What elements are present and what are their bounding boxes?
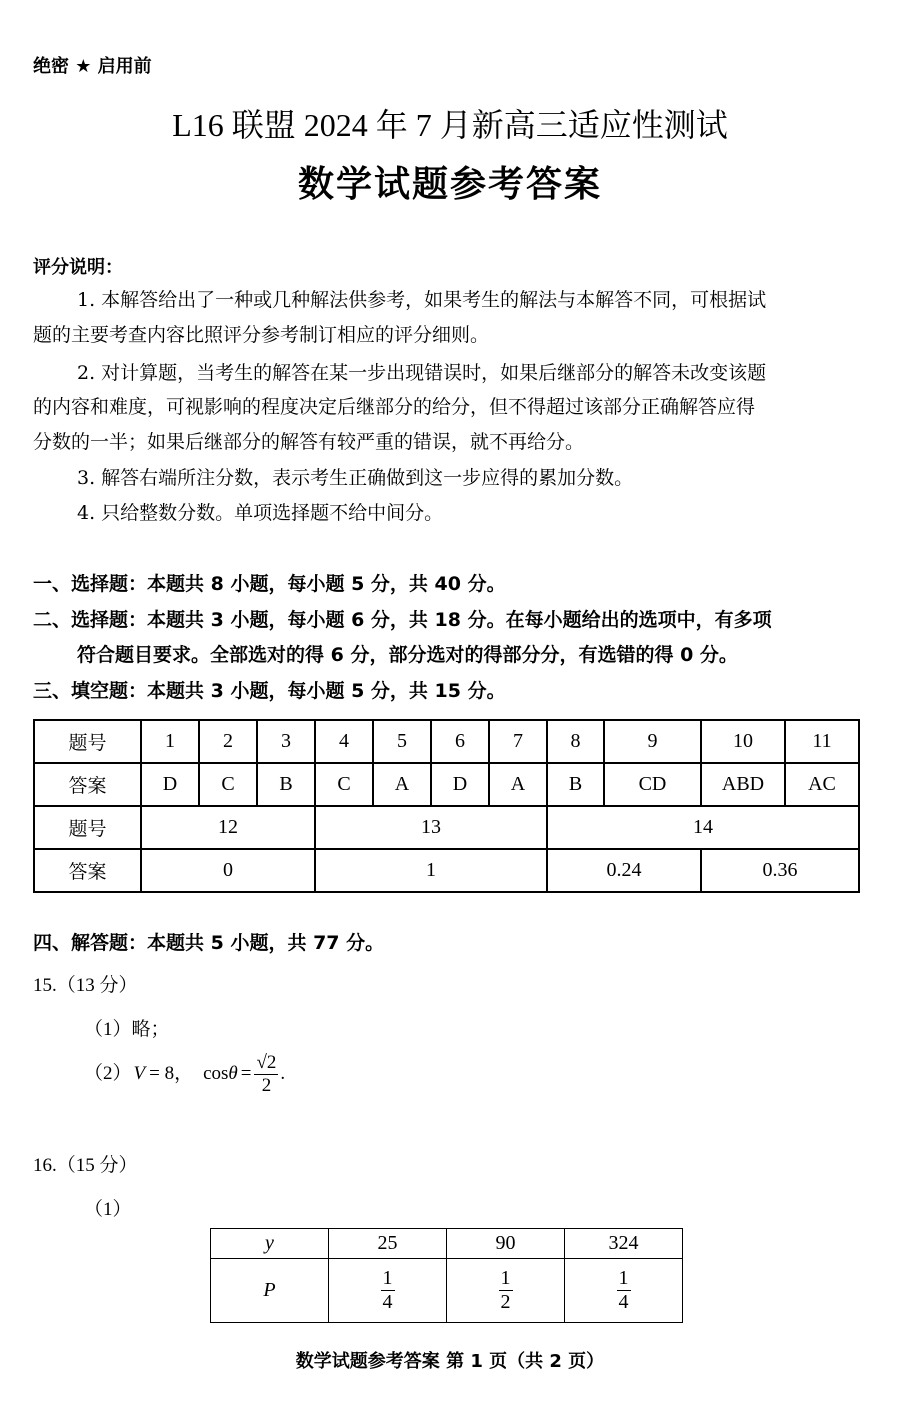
cos-value-fraction: [254, 1052, 278, 1097]
probability-fraction: [617, 1267, 631, 1314]
probability-fraction: [381, 1267, 395, 1314]
fraction-numerator: 1: [500, 1267, 511, 1289]
question-number: 3: [257, 720, 315, 763]
row-label-answer: 答案: [34, 849, 141, 892]
answer-cell: B: [547, 763, 604, 806]
question-number: 13: [315, 806, 547, 849]
scoring-heading: 评分说明：: [33, 257, 123, 278]
fraction-numerator: 1: [382, 1267, 393, 1289]
scoring-note-3: 3. 解答右端所注分数，表示考生正确做到这一步应得的累加分数。: [77, 467, 634, 489]
q15-part2: [84, 1044, 285, 1104]
question-number: 6: [431, 720, 489, 763]
answer-cell: ABD: [701, 763, 785, 806]
question-number: 14: [547, 806, 859, 849]
answer-cell: 0.24: [547, 849, 701, 892]
theta-symbol: θ: [228, 1062, 238, 1084]
question-number: 9: [604, 720, 701, 763]
question-number: 12: [141, 806, 315, 849]
volume-value: = 8，: [149, 1062, 194, 1084]
q15-part2-prefix: （2）: [84, 1062, 132, 1084]
section-1-heading: 一、选择题：本题共 8 小题，每小题 5 分，共 40 分。: [33, 573, 506, 595]
scoring-note-4: 4. 只给整数分数。单项选择题不给中间分。: [77, 502, 444, 524]
answer-cell: CD: [604, 763, 701, 806]
q16-title: 16.（15 分）: [33, 1155, 138, 1176]
probability-fraction: [499, 1267, 513, 1314]
document-title: 数学试题参考答案: [297, 164, 602, 205]
question-number: 8: [547, 720, 604, 763]
q15-title: 15.（13 分）: [33, 975, 138, 996]
table-row: [34, 806, 859, 849]
question-number: 7: [489, 720, 547, 763]
question-number: 10: [701, 720, 785, 763]
p-label: P: [211, 1259, 329, 1323]
secrecy-label: 绝密 ★ 启用前: [33, 56, 152, 77]
y-value: 324: [565, 1229, 683, 1259]
period: .: [280, 1062, 286, 1084]
question-number: 4: [315, 720, 373, 763]
fraction-denominator: 2: [500, 1291, 511, 1313]
fraction-denominator: 4: [618, 1291, 629, 1313]
scoring-note-2c: 分数的一半；如果后继部分的解答有较严重的错误，就不再给分。: [33, 431, 585, 453]
question-number: 5: [373, 720, 431, 763]
fraction-denominator: 2: [261, 1074, 272, 1096]
answer-cell: A: [489, 763, 547, 806]
volume-symbol: V: [133, 1062, 146, 1084]
answer-cell: C: [315, 763, 373, 806]
section-2-heading-cont: 符合题目要求。全部选对的得 6 分，部分选对的得部分分，有选错的得 0 分。: [77, 644, 738, 666]
y-label: y: [211, 1229, 329, 1259]
answer-cell: 0: [141, 849, 315, 892]
row-label-answer: 答案: [34, 763, 141, 806]
probability-cell: [565, 1259, 683, 1323]
exam-title: L16 联盟 2024 年 7 月新高三适应性测试: [172, 107, 728, 143]
table-row: [34, 720, 859, 763]
row-label-question: 题号: [34, 806, 141, 849]
section-4-heading: 四、解答题：本题共 5 小题，共 77 分。: [33, 932, 385, 954]
probability-cell: [329, 1259, 447, 1323]
answer-cell: 0.36: [701, 849, 859, 892]
probability-cell: [447, 1259, 565, 1323]
answer-cell: AC: [785, 763, 859, 806]
y-value: 90: [447, 1229, 565, 1259]
q15-part1: （1）略；: [84, 1019, 170, 1040]
row-label-question: 题号: [34, 720, 141, 763]
answer-cell: 1: [315, 849, 547, 892]
table-row: [34, 763, 859, 806]
answer-cell: D: [141, 763, 199, 806]
table-row: [211, 1229, 683, 1259]
answer-cell: A: [373, 763, 431, 806]
y-value: 25: [329, 1229, 447, 1259]
scoring-note-2a: 2. 对计算题，当考生的解答在某一步出现错误时，如果后继部分的解答未改变该题: [77, 362, 767, 384]
question-number: 1: [141, 720, 199, 763]
fraction-denominator: 4: [382, 1291, 393, 1313]
fraction-numerator: 1: [618, 1267, 629, 1289]
equals-sign: =: [240, 1062, 252, 1084]
scoring-note-1a: 1. 本解答给出了一种或几种解法供参考，如果考生的解法与本解答不同，可根据试: [77, 289, 767, 311]
q16-part1: （1）: [84, 1199, 132, 1220]
fraction-numerator: √2: [256, 1051, 277, 1073]
section-3-heading: 三、填空题：本题共 3 小题，每小题 5 分，共 15 分。: [33, 680, 506, 702]
page-footer: 数学试题参考答案 第 1 页（共 2 页）: [295, 1351, 605, 1372]
table-row: [211, 1259, 683, 1323]
answer-table: [33, 719, 860, 893]
scoring-note-2b: 的内容和难度，可视影响的程度决定后继部分的给分，但不得超过该部分正确解答应得: [33, 396, 756, 418]
cos-function: cos: [203, 1062, 229, 1084]
table-row: [34, 849, 859, 892]
question-number: 2: [199, 720, 257, 763]
answer-cell: B: [257, 763, 315, 806]
scoring-note-1b: 题的主要考查内容比照评分参考制订相应的评分细则。: [33, 324, 490, 346]
section-2-heading: 二、选择题：本题共 3 小题，每小题 6 分，共 18 分。在每小题给出的选项中，有多项: [33, 609, 772, 631]
answer-cell: D: [431, 763, 489, 806]
answer-cell: C: [199, 763, 257, 806]
question-number: 11: [785, 720, 859, 763]
distribution-table: [210, 1228, 683, 1323]
